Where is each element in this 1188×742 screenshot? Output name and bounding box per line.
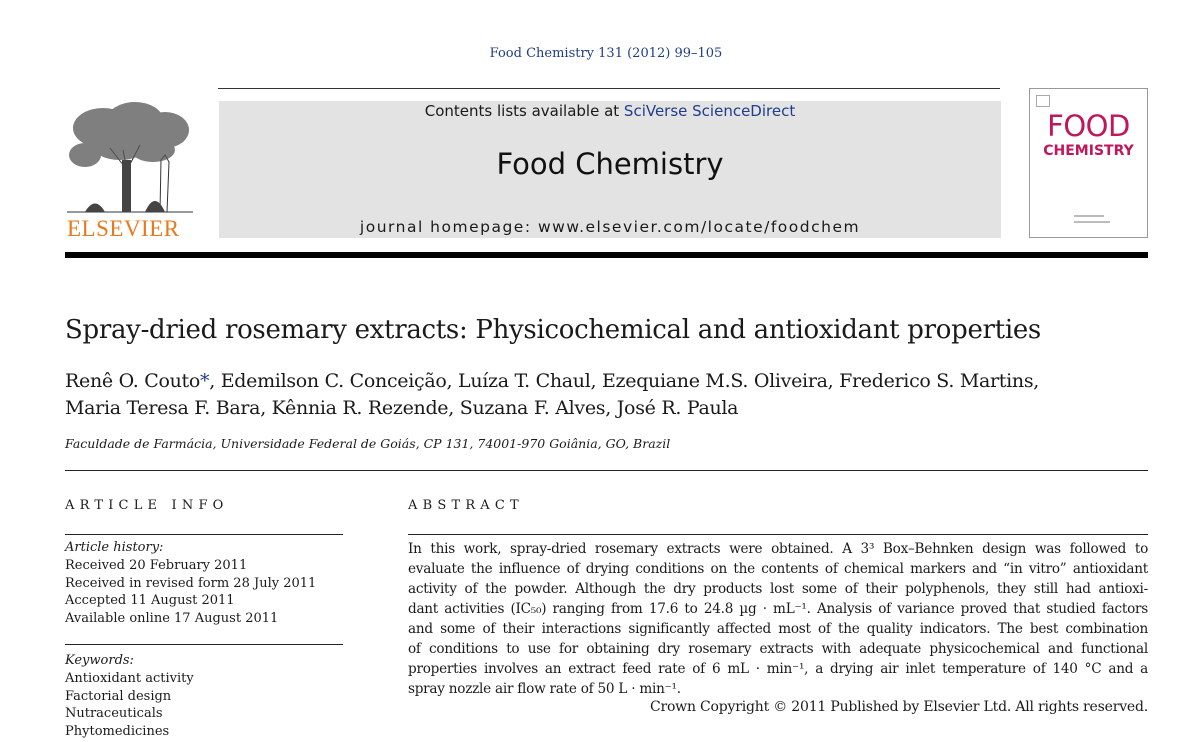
history-item: Received 20 February 2011 <box>65 557 248 573</box>
keyword-item: Factorial design <box>65 688 172 704</box>
author-name[interactable]: Renê O. Couto <box>65 370 201 392</box>
journal-cover[interactable] <box>1029 88 1148 238</box>
divider <box>65 534 343 535</box>
cover-fine-print <box>1074 215 1104 217</box>
author-list <box>65 368 1155 422</box>
contents-availability <box>219 102 1001 120</box>
keyword-item: Phytomedicines <box>65 724 170 740</box>
abstract-line: of conditions to use for obtaining dry rosemary extracts with adequate physicochemical and functional <box>408 641 1148 657</box>
cover-title-chemistry: CHEMISTRY <box>1043 143 1134 159</box>
keyword-item: Nutraceuticals <box>65 706 163 722</box>
copyright-notice: Crown Copyright © 2011 Published by Elsevier Ltd. All rights reserved. <box>649 699 1148 715</box>
elsevier-wordmark: ELSEVIER <box>67 216 180 241</box>
divider <box>408 534 1148 535</box>
article-title: Spray-dried rosemary extracts: Physicochemical and antioxidant properties <box>65 315 1041 345</box>
article-info-heading: ARTICLE INFO <box>65 498 229 513</box>
divider <box>218 88 1000 89</box>
journal-banner <box>219 101 1001 238</box>
header-rule <box>65 252 1148 258</box>
keywords <box>65 652 194 741</box>
divider <box>65 470 1148 471</box>
author-names: Maria Teresa F. Bara, Kênnia R. Rezende, Suzana F. Alves, José R. Paula <box>65 397 739 419</box>
elsevier-logo[interactable] <box>65 100 195 240</box>
article-history <box>65 539 316 628</box>
elsevier-tree-icon <box>65 100 195 218</box>
abstract-line: and some of their interactions significantly affected most of the quality indicators. The best combination <box>408 621 1148 637</box>
abstract-line: In this work, spray-dried rosemary extracts were obtained. A 3³ Box–Behnken design was followed to <box>408 541 1148 557</box>
journal-homepage[interactable]: journal homepage: www.elsevier.com/locate/foodchem <box>359 218 861 236</box>
keyword-item: Antioxidant activity <box>65 670 194 686</box>
abstract-line: evaluate the influence of drying conditions on the contents of chemical markers and “in vitro” antioxidant <box>408 561 1148 577</box>
history-item: Received in revised form 28 July 2011 <box>65 575 317 591</box>
cover-fine-print <box>1074 221 1110 223</box>
elsevier-mini-icon <box>1036 95 1050 107</box>
history-item: Accepted 11 August 2011 <box>65 593 235 609</box>
abstract-heading: ABSTRACT <box>408 498 524 513</box>
journal-title: Food Chemistry <box>496 147 724 181</box>
abstract-line: dant activities (IC₅₀) ranging from 17.6 to 24.8 µg · mL⁻¹. Analysis of variance proved that studied factors <box>408 601 1148 617</box>
abstract-line: properties involves an extract feed rate of 6 mL · min⁻¹, a drying air inlet temperature of 140 °C and a <box>408 661 1148 677</box>
history-label: Article history: <box>65 540 164 555</box>
author-names: , Edemilson C. Conceição, Luíza T. Chaul, Ezequiane M.S. Oliveira, Frederico S. Martins, <box>209 370 1040 392</box>
keywords-label: Keywords: <box>65 653 134 668</box>
cover-title-food: FOOD <box>1047 109 1130 143</box>
abstract-text <box>408 539 1148 699</box>
abstract-line: spray nozzle air flow rate of 50 L · min⁻¹. <box>408 681 681 697</box>
corresponding-author-mark[interactable]: * <box>200 370 210 392</box>
journal-citation[interactable]: Food Chemistry 131 (2012) 99–105 <box>489 46 723 61</box>
history-item: Available online 17 August 2011 <box>65 611 279 627</box>
contents-prefix: Contents lists available at <box>424 102 624 120</box>
affiliation: Faculdade de Farmácia, Universidade Federal de Goiás, CP 131, 74001-970 Goiânia, GO, Brazil <box>65 436 671 451</box>
divider <box>65 644 343 645</box>
sciencedirect-link[interactable]: SciVerse ScienceDirect <box>623 102 796 120</box>
abstract-line: activity of the powder. Although the dry products lost some of their polyphenols, they still had antioxi- <box>408 581 1148 597</box>
